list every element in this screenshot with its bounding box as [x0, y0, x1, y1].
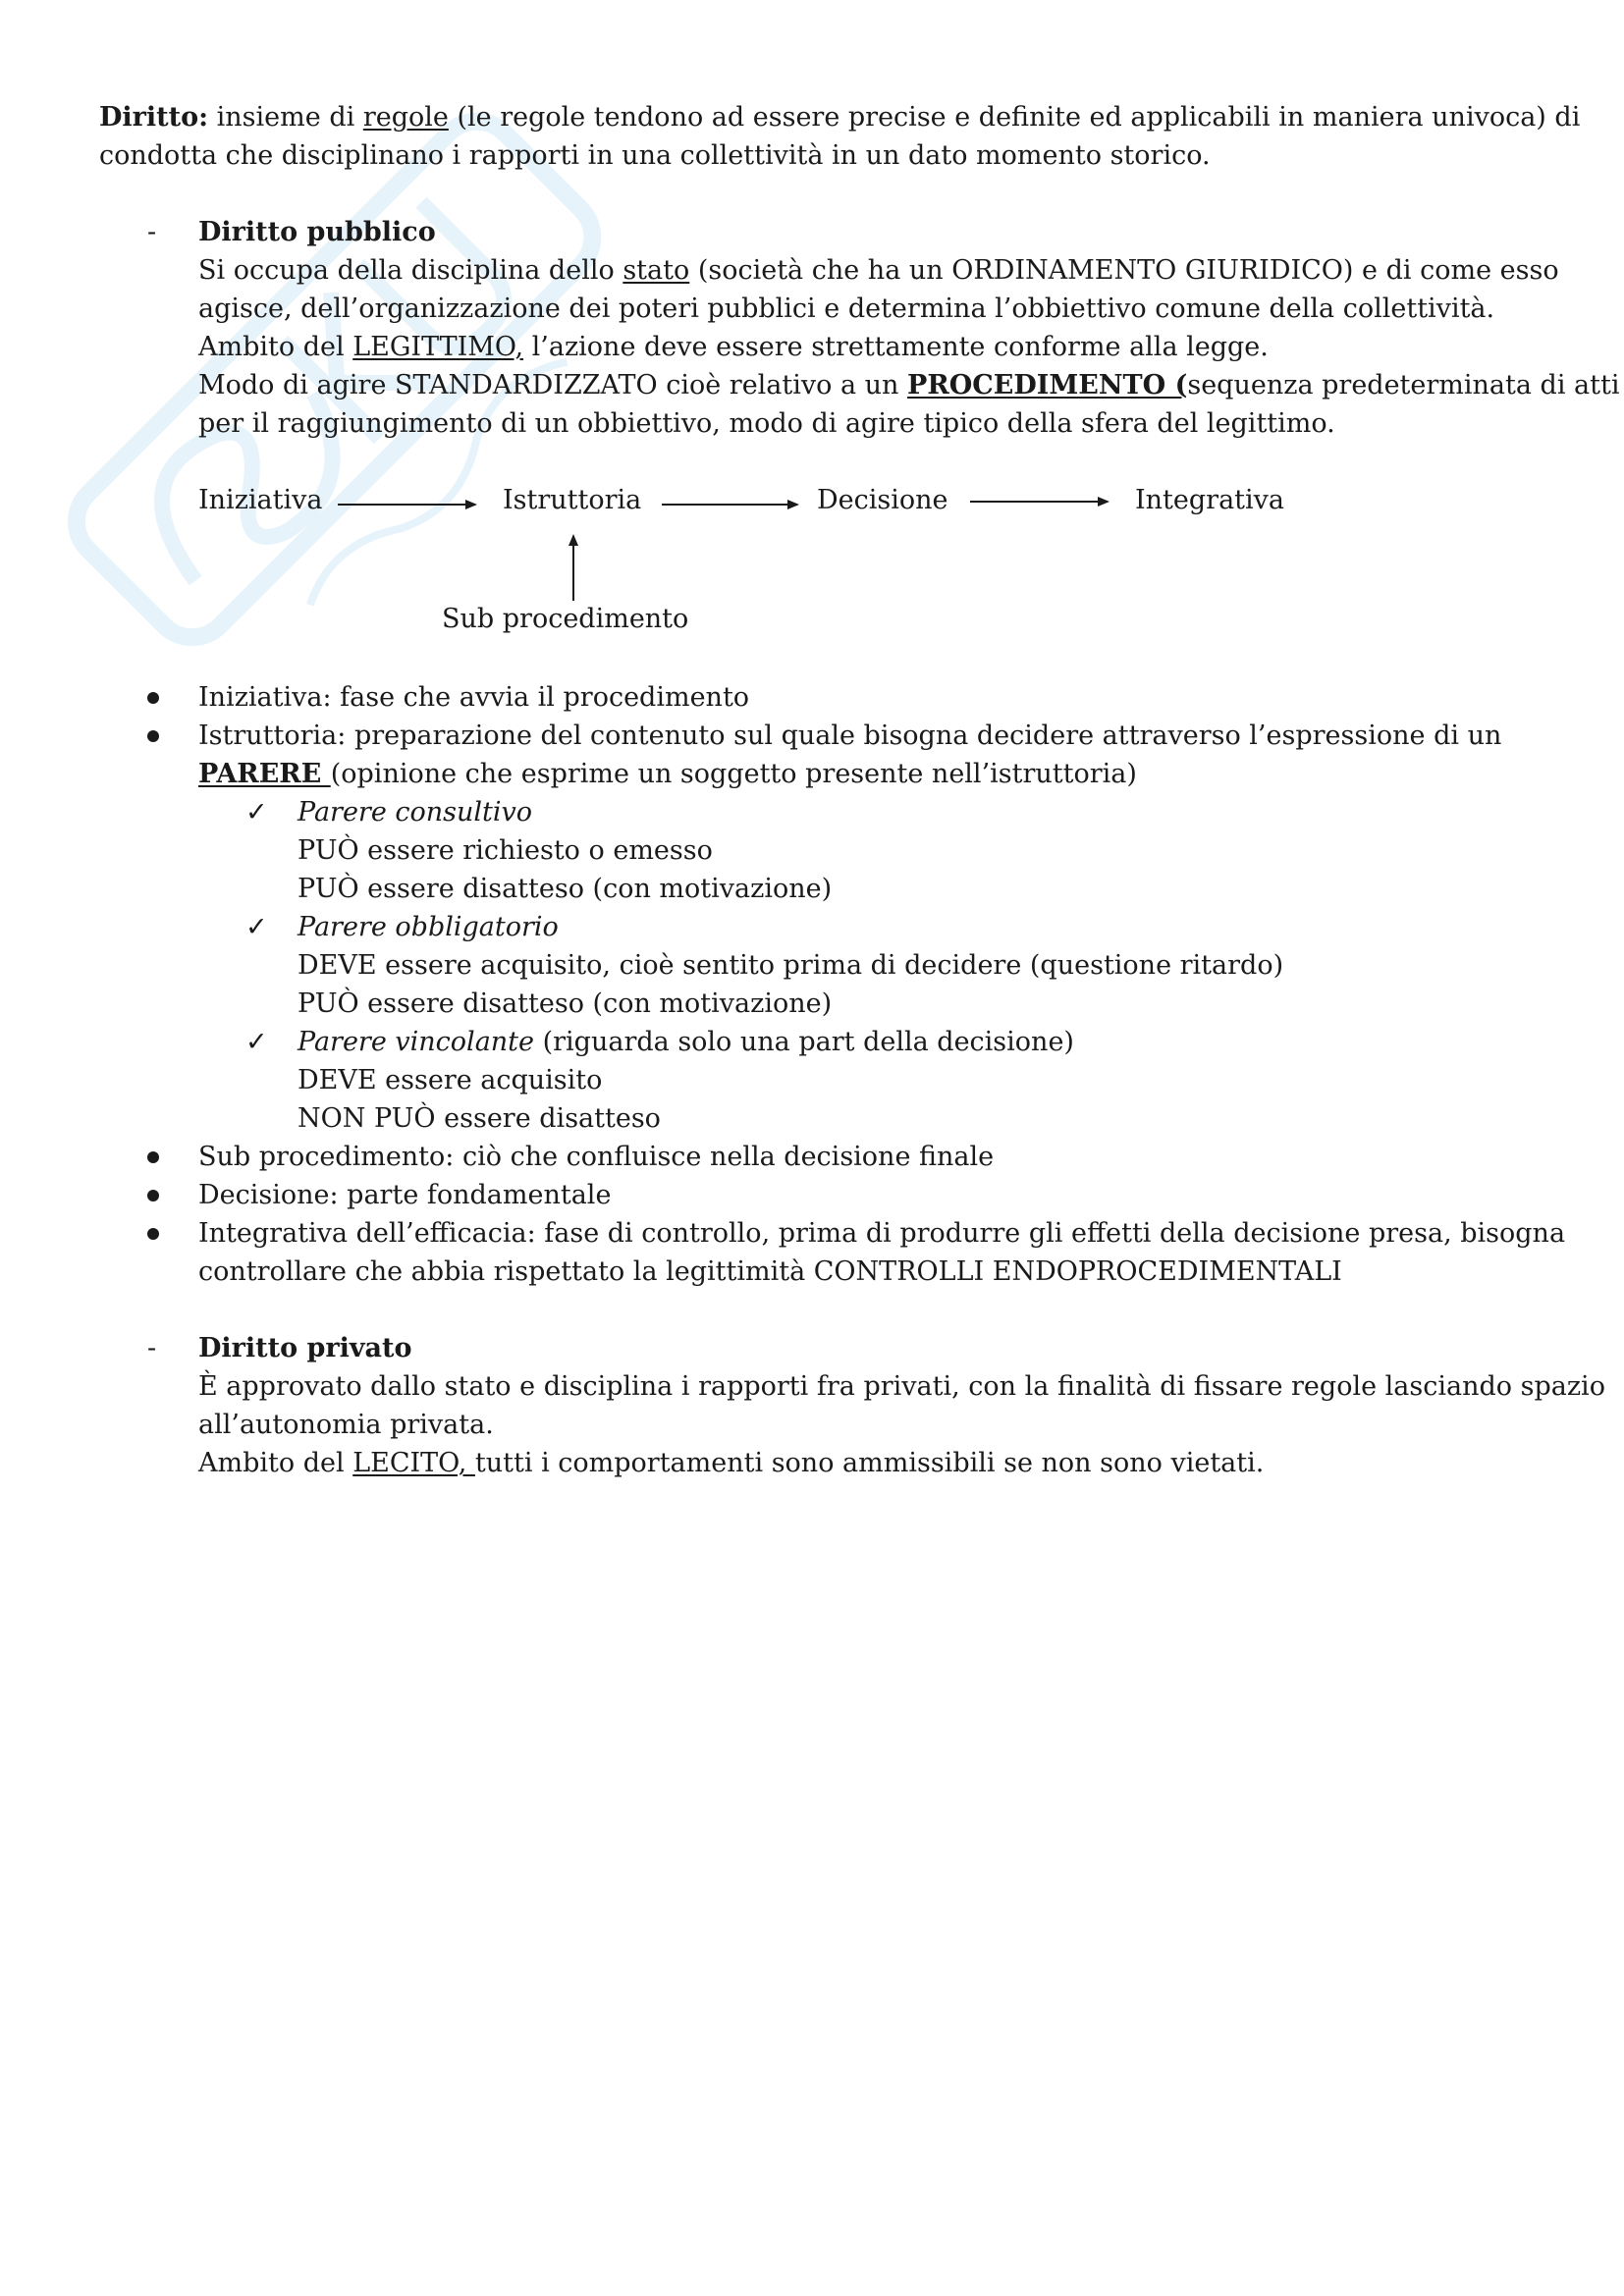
intro-text: insieme di	[208, 102, 363, 133]
bullet-integrativa: Integrativa dell’efficacia: fase di controllo, prima di produrre gli effetti della decisione presa, bisogna	[198, 1218, 1566, 1249]
bullet-sub-procedimento: Sub procedimento: ciò che confluisce nella decisione finale	[198, 1142, 995, 1172]
bullet-text: (opinione che esprime un soggetto presente nell’istruttoria)	[330, 759, 1137, 789]
pubblico-text: Si occupa della disciplina dello	[198, 255, 623, 286]
privato-dash: -	[147, 1333, 157, 1363]
bullet-istruttoria: Istruttoria: preparazione del contenuto sul quale bisogna decidere attraverso l’espressione di un	[198, 721, 1502, 751]
pubblico-text: (società che ha un ORDINAMENTO GIURIDICO) e di come esso	[689, 255, 1559, 286]
flow-step-istruttoria: Istruttoria	[503, 485, 642, 515]
bullet-dot	[147, 1228, 159, 1240]
parere-vincolante-note: (riguarda solo una part della decisione)	[534, 1027, 1074, 1057]
pubblico-legittimo: LEGITTIMO,	[352, 332, 524, 362]
pubblico-line-2: agisce, dell’organizzazione dei poteri pubblici e determina l’obbiettivo comune della collettività.	[198, 294, 1495, 324]
privato-line-3	[198, 1444, 1264, 1482]
bullet-dot	[147, 730, 159, 742]
bullet-iniziativa: Iniziativa: fase che avvia il procedimento	[198, 682, 750, 713]
parere-consultivo-line-1: PUÒ essere richiesto o emesso	[298, 835, 713, 866]
flow-sub-procedimento: Sub procedimento	[442, 604, 689, 634]
pubblico-text: Modo di agire STANDARDIZZATO cioè relativo a un	[198, 370, 908, 400]
privato-line-1: È approvato dallo stato e disciplina i rapporti fra privati, con la finalità di fissare regole lasciando spazio	[198, 1371, 1605, 1402]
pubblico-line-5: per il raggiungimento di un obbiettivo, modo di agire tipico della sfera del legittimo.	[198, 408, 1335, 439]
bullet-dot	[147, 692, 159, 704]
check-icon: ✓	[245, 1027, 268, 1057]
intro-regole: regole	[362, 102, 449, 133]
flow-step-iniziativa: Iniziativa	[198, 485, 323, 515]
parere-consultivo-line-2: PUÒ essere disatteso (con motivazione)	[298, 874, 833, 904]
privato-title: Diritto privato	[198, 1333, 412, 1363]
flow-step-decisione: Decisione	[817, 485, 948, 515]
intro-line-2: condotta che disciplinano i rapporti in una collettività in un dato momento storico.	[99, 140, 1211, 171]
bullet-dot	[147, 1151, 159, 1163]
parere-term: PARERE	[198, 759, 331, 789]
bullet-decisione: Decisione: parte fondamentale	[198, 1180, 612, 1210]
pubblico-title: Diritto pubblico	[198, 217, 436, 247]
parere-obbligatorio-line-2: PUÒ essere disatteso (con motivazione)	[298, 988, 833, 1019]
parere-obbligatorio-line-1: DEVE essere acquisito, cioè sentito prima di decidere (questione ritardo)	[298, 950, 1284, 981]
privato-text: tutti i comportamenti sono ammissibili se non sono vietati.	[474, 1448, 1265, 1478]
intro-term: Diritto:	[99, 102, 209, 133]
check-icon: ✓	[245, 912, 268, 942]
pubblico-text: Ambito del	[198, 332, 353, 362]
bullet-integrativa-line-2: controllare che abbia rispettato la legittimità CONTROLLI ENDOPROCEDIMENTALI	[198, 1256, 1342, 1287]
check-icon: ✓	[245, 797, 268, 828]
parere-vincolante-title	[298, 1023, 1074, 1061]
parere-obbligatorio-title: Parere obbligatorio	[298, 912, 559, 942]
parere-vincolante-term: Parere vincolante	[298, 1027, 535, 1057]
parere-consultivo-title: Parere consultivo	[298, 797, 533, 828]
intro-text-2: (le regole tendono ad essere precise e definite ed applicabili in maniera univoca) di	[448, 102, 1581, 133]
privato-text: Ambito del	[198, 1448, 353, 1478]
flow-step-integrativa: Integrativa	[1135, 485, 1285, 515]
privato-line-2: all’autonomia privata.	[198, 1410, 494, 1440]
pubblico-dash: -	[147, 217, 157, 247]
privato-lecito: LECITO,	[352, 1448, 475, 1478]
parere-vincolante-line-1: DEVE essere acquisito	[298, 1065, 603, 1095]
bullet-istruttoria-line-2	[198, 755, 1137, 793]
bullet-dot	[147, 1190, 159, 1201]
parere-vincolante-line-2: NON PUÒ essere disatteso	[298, 1103, 661, 1134]
pubblico-stato: stato	[623, 255, 690, 286]
pubblico-text: l’azione deve essere strettamente conforme alla legge.	[523, 332, 1269, 362]
pubblico-procedimento: PROCEDIMENTO (	[907, 370, 1188, 400]
pubblico-text: sequenza predeterminata di atti	[1187, 370, 1620, 400]
